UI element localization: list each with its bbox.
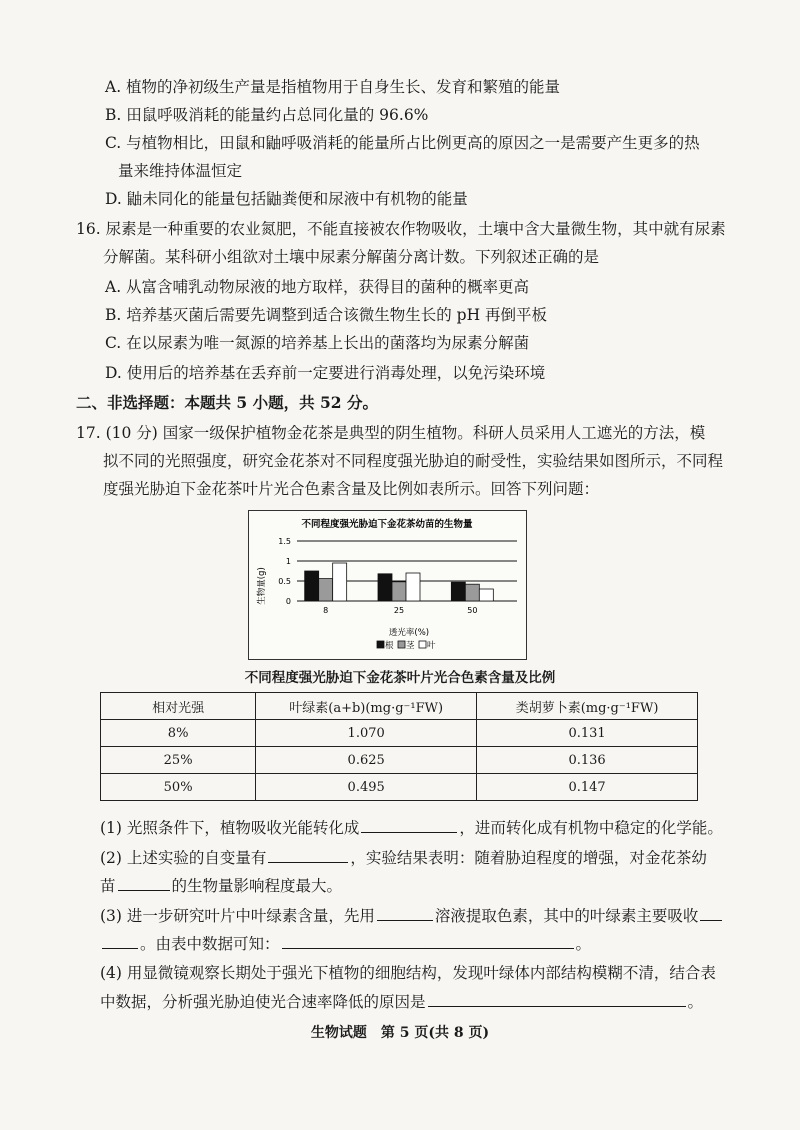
q17-sub4-cont [100,990,703,1013]
q17-sub3-cont [100,932,591,955]
chart-bar-根-50 [451,582,465,601]
chart-bar-茎-25 [392,582,406,601]
chart-y-tick-label: 0.5 [278,577,291,586]
section-heading: 二、非选择题：本题共 5 小题，共 52 分。 [76,393,378,412]
chart-legend-label: 茎 [406,641,415,651]
q15-option-d: D. 鼬未同化的能量包括鼬粪便和尿液中有机物的能量 [105,190,468,208]
q16-option-b: B. 培养基灭菌后需要先调整到适合该微生物生长的 pH 再倒平板 [105,306,548,324]
q16-stem-line1: 16. 尿素是一种重要的农业氮肥，不能直接被农作物吸收，土壤中含大量微生物，其中就有尿素 [76,220,726,238]
chart-bar-茎-50 [465,584,479,601]
answer-blank[interactable] [102,932,138,949]
q17-sub2 [100,846,707,869]
chart-x-tick-label: 8 [323,606,329,615]
chart-y-tick-label: 1 [285,557,291,566]
chart-bar-茎-8 [319,579,333,601]
chart-title: 不同程度强光胁迫下金花茶幼苗的生物量 [301,519,473,530]
q16-stem-line2: 分解菌。某科研小组欲对土壤中尿素分解菌分离计数。下列叙述正确的是 [103,248,600,266]
q17-stem-line2: 拟不同的光照强度，研究金花茶对不同程度强光胁迫的耐受性，实验结果如图所示，不同程 [103,452,724,470]
table-cell: 0.147 [477,774,698,801]
q16-option-d: D. 使用后的培养基在丢弃前一定要进行消毒处理，以免污染环境 [105,364,546,382]
chart-y-tick-label: 0 [285,597,291,606]
chart-legend-swatch [377,641,384,648]
answer-blank[interactable] [377,904,433,921]
q17-sub3-text-c: 。由表中数据可知： [140,935,280,953]
answer-blank[interactable] [268,846,348,863]
q17-sub2-text-b: ，实验结果表明：随着胁迫程度的增强，对金花茶幼 [350,849,707,867]
biomass-chart-svg [249,511,526,659]
table-cell: 0.495 [256,774,477,801]
chart-bar-根-25 [378,574,392,601]
answer-blank[interactable] [118,874,170,891]
answer-blank[interactable] [282,932,574,949]
chart-x-axis-label: 透光率(%) [388,628,430,638]
table-row [101,720,698,747]
chart-y-tick-label: 1.5 [278,537,291,546]
q17-sub3-text-a: (3) 进一步研究叶片中叶绿素含量，先用 [100,907,375,925]
q17-sub1-text-b: ，进而转化成有机物中稳定的化学能。 [459,819,723,837]
q15-option-c-line2: 量来维持体温恒定 [118,162,243,180]
chart-x-tick-label: 25 [393,606,405,615]
q17-sub3-text-b: 溶液提取色素，其中的叶绿素主要吸收 [434,907,699,925]
q16-option-c: C. 在以尿素为唯一氮源的培养基上长出的菌落均为尿素分解菌 [105,334,530,352]
q17-sub2-text-c: 苗 [100,877,116,895]
chart-legend-swatch [398,641,405,648]
chart-bar-叶-25 [406,573,420,601]
table-header-cell: 相对光强 [101,693,256,720]
chart-legend-label: 叶 [427,641,436,651]
chart-legend-swatch [419,641,426,648]
answer-blank[interactable] [361,816,457,833]
q15-option-b: B. 田鼠呼吸消耗的能量约占总同化量的 96.6% [105,106,429,124]
table-row [101,774,698,801]
table-cell: 25% [101,747,256,774]
table-cell: 8% [101,720,256,747]
q17-sub2-text-a: (2) 上述实验的自变量有 [100,849,267,867]
page-footer: 生物试题 第 5 页(共 8 页) [310,1025,490,1041]
table-row [101,747,698,774]
table-header-cell: 叶绿素(a+b)(mg·g⁻¹FW) [256,693,477,720]
q17-sub4-text-c: 。 [687,993,704,1011]
q17-sub4-text-b: 中数据，分析强光胁迫使光合速率降低的原因是 [100,993,426,1011]
chart-x-tick-label: 50 [467,606,478,615]
biomass-chart [248,510,527,660]
table-header-cell: 类胡萝卜素(mg·g⁻¹FW) [477,693,698,720]
answer-blank[interactable] [428,990,686,1007]
table-cell: 0.131 [477,720,698,747]
chart-bar-叶-50 [479,589,493,601]
q15-option-c-line1: C. 与植物相比，田鼠和鼬呼吸消耗的能量所占比例更高的原因之一是需要产生更多的热 [105,134,700,152]
chart-y-axis-label: 生物量(g) [257,567,267,605]
q17-sub2-text-d: 的生物量影响程度最大。 [171,877,343,895]
table-cell: 1.070 [256,720,477,747]
q17-sub3-text-d: 。 [575,935,592,953]
answer-blank[interactable] [700,904,722,921]
q16-option-a: A. 从富含哺乳动物尿液的地方取样，获得目的菌种的概率更高 [105,278,530,296]
table-cell: 50% [101,774,256,801]
chart-bar-叶-8 [333,563,347,601]
table-caption: 不同程度强光胁迫下金花茶叶片光合色素含量及比例 [244,670,556,686]
q17-stem-line1: 17. (10 分) 国家一级保护植物金花茶是典型的阴生植物。科研人员采用人工遮光的方法，模 [76,424,706,442]
q17-sub1 [100,816,723,839]
chart-bar-根-8 [305,571,319,601]
q17-stem-line3: 度强光胁迫下金花茶叶片光合色素含量及比例如表所示。回答下列问题： [103,480,600,498]
q15-option-a: A. 植物的净初级生产量是指植物用于自身生长、发育和繁殖的能量 [105,78,561,96]
table-cell: 0.625 [256,747,477,774]
q17-sub2-cont [100,874,342,897]
q17-sub4: (4) 用显微镜观察长期处于强光下植物的细胞结构，发现叶绿体内部结构模糊不清，结合表 [100,964,716,982]
table-header-row [101,693,698,720]
q17-sub3 [100,904,724,927]
table-cell: 0.136 [477,747,698,774]
q17-sub1-text-a: (1) 光照条件下，植物吸收光能转化成 [100,819,360,837]
chart-legend-label: 根 [385,641,394,651]
pigment-table [100,692,698,801]
